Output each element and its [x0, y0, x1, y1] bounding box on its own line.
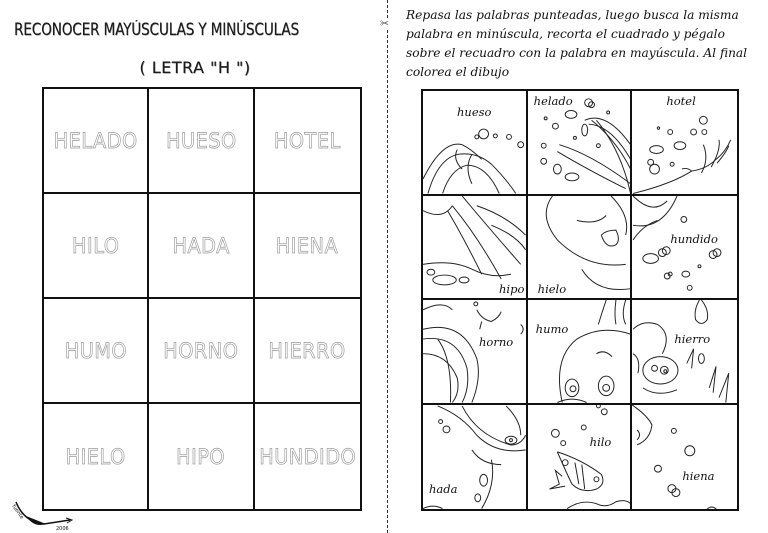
tile-word: hada — [429, 481, 458, 496]
dotted-word: HUESO — [165, 128, 237, 153]
dotted-word: HIPO — [176, 444, 226, 469]
word-cell — [255, 299, 360, 404]
word-cell — [255, 89, 360, 194]
word-cell — [149, 299, 254, 404]
puzzle-tile[interactable] — [632, 405, 737, 510]
worksheet-title: RECONOCER MAYÚSCULAS Y MINÚSCULAS — [14, 20, 299, 39]
puzzle-tile[interactable] — [528, 405, 633, 510]
puzzle-tile[interactable] — [423, 405, 528, 510]
word-cell — [255, 194, 360, 299]
dotted-word: HIERRO — [268, 338, 346, 363]
tile-word: hiena — [682, 468, 715, 483]
scissors-icon: ✂ — [380, 17, 390, 30]
dotted-word: HOTEL — [273, 128, 341, 153]
tile-word: hierro — [674, 332, 711, 346]
uppercase-word-grid — [42, 87, 362, 511]
cut-line-divider — [387, 0, 388, 533]
dotted-word: HIENA — [276, 233, 339, 258]
word-cell — [149, 404, 254, 509]
author-signature-logo — [4, 492, 74, 532]
dotted-word: HELADO — [53, 128, 138, 153]
word-cell — [255, 404, 360, 509]
sebastian-crab-drawing-icon — [632, 300, 737, 403]
flounder-fish-drawing-icon — [528, 300, 631, 403]
dotted-word: HORNO — [163, 338, 239, 363]
puzzle-tile[interactable] — [632, 196, 737, 301]
tile-word: hueso — [457, 105, 492, 119]
svg-text:fuente: fuente — [10, 503, 25, 521]
word-cell — [149, 89, 254, 194]
dotted-word: HUMO — [64, 338, 127, 363]
lowercase-puzzle-grid — [421, 89, 739, 511]
puzzle-tile[interactable] — [423, 196, 528, 301]
word-cell — [44, 299, 149, 404]
word-cell — [44, 194, 149, 299]
puzzle-tile[interactable] — [528, 91, 633, 196]
tile-word: horno — [479, 335, 514, 349]
puzzle-tile[interactable] — [528, 196, 633, 301]
right-worksheet-page — [390, 0, 768, 533]
puzzle-tile[interactable] — [632, 91, 737, 196]
puzzle-tile[interactable] — [423, 300, 528, 405]
svg-text:2006: 2006 — [56, 526, 69, 532]
tile-word: hundido — [670, 231, 718, 246]
worksheet-subtitle: ( LETRA "H ") — [139, 58, 251, 77]
tile-word: hielo — [537, 281, 567, 296]
word-cell — [149, 194, 254, 299]
tile-word: humo — [535, 322, 569, 336]
dotted-word: HIELO — [65, 444, 126, 469]
bubbles-drawing-icon — [632, 405, 737, 510]
mermaid-tail-drawing-icon — [423, 300, 526, 403]
dotted-word: HADA — [172, 233, 230, 258]
tile-word: helado — [533, 94, 573, 108]
puzzle-tile[interactable] — [632, 300, 737, 405]
tile-word: hotel — [666, 94, 696, 108]
puzzle-tile[interactable] — [528, 300, 633, 405]
tile-word: hilo — [589, 434, 612, 449]
instructions-text: Repasa las palabras punteadas, luego busca la misma palabra en minúscula, recorta el cuadrado y pégalo sobre el recuadro con la palabra en mayúscula. Al final colorea el dibujo — [406, 8, 748, 79]
dotted-word: HILO — [71, 233, 120, 258]
dotted-word: HUNDIDO — [258, 444, 356, 469]
tile-word: hipo — [499, 281, 525, 296]
puzzle-tile[interactable] — [423, 91, 528, 196]
angelfish-drawing-icon — [528, 405, 631, 510]
bubbles-drawing-icon — [632, 196, 737, 299]
word-cell — [44, 89, 149, 194]
